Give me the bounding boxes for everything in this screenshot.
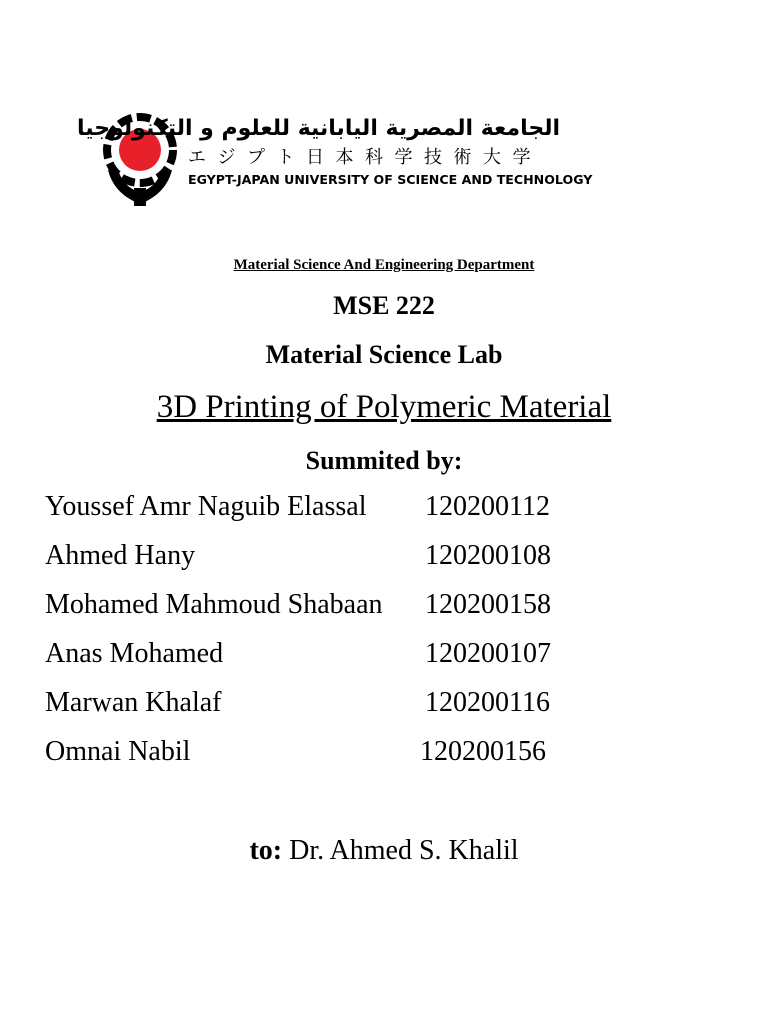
recipient-label: to: — [249, 835, 283, 866]
member-row — [45, 587, 585, 636]
member-row — [45, 734, 585, 783]
member-row — [45, 636, 585, 685]
department-name: Material Science And Engineering Department — [233, 257, 535, 273]
course-code: MSE 222 — [333, 291, 435, 320]
member-id: 120200158 — [425, 589, 551, 620]
member-id: 120200112 — [425, 491, 550, 522]
member-name: Ahmed Hany — [45, 540, 196, 571]
logo-english-name: EGYPT-JAPAN UNIVERSITY OF SCIENCE AND TECHNOLOGY — [188, 172, 593, 187]
report-title: 3D Printing of Polymeric Material — [156, 389, 612, 425]
logo-japanese-name: エジプト日本科学技術大学 — [188, 147, 542, 168]
university-logo — [77, 108, 593, 212]
member-row — [45, 489, 585, 538]
member-id: 120200156 — [420, 736, 546, 767]
member-row — [45, 538, 585, 587]
submitted-by-label: Summited by: — [305, 446, 463, 475]
member-row — [45, 685, 585, 734]
member-id: 120200108 — [425, 540, 551, 571]
logo-arabic-name: الجامعة المصرية اليابانية للعلوم و التكنولوجيا — [77, 116, 560, 141]
member-name: Mohamed Mahmoud Shabaan — [45, 589, 383, 620]
member-id: 120200107 — [425, 638, 551, 669]
member-name: Youssef Amr Naguib Elassal — [45, 491, 367, 522]
recipient-name: Dr. Ahmed S. Khalil — [289, 835, 519, 866]
member-name: Omnai Nabil — [45, 736, 191, 767]
members-list — [45, 489, 585, 783]
member-id: 120200116 — [425, 687, 550, 718]
course-name: Material Science Lab — [265, 340, 503, 369]
member-name: Marwan Khalaf — [45, 687, 222, 718]
member-name: Anas Mohamed — [45, 638, 224, 669]
recipient-line — [0, 832, 768, 870]
